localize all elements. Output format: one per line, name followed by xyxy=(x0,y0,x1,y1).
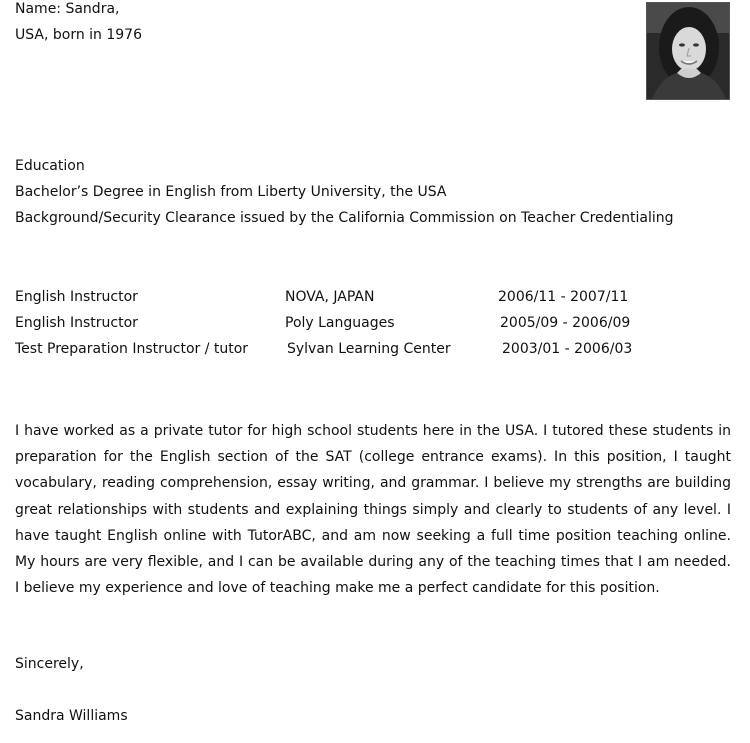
education-item: Background/Security Clearance issued by the California Commission on Teacher Credentialing xyxy=(15,210,674,226)
job-organization: Poly Languages xyxy=(285,315,395,331)
job-organization: NOVA, JAPAN xyxy=(285,289,375,305)
closing-salutation: Sincerely, xyxy=(15,656,84,672)
signature-name: Sandra Williams xyxy=(15,708,128,724)
job-title: English Instructor xyxy=(15,289,138,305)
name-line: Name: Sandra, xyxy=(15,1,120,17)
education-heading: Education xyxy=(15,158,85,174)
cover-letter-paragraph: I have worked as a private tutor for high school students here in the USA. I tutored these students in preparation for the English section of the SAT (college entrance exams). In this position, I taught vocabulary, reading comprehension, essay writing, and grammar. I believe my strengths are building great relationships with students and explaining things simply and clearly to students of any level. I have taught English online with TutorABC, and am now seeking a full time position teaching online. My hours are very flexible, and I can be available during any of the teaching times that I am needed. I believe my experience and love of teaching make me a perfect candidate for this position. xyxy=(15,423,731,597)
education-item: Bachelor’s Degree in English from Liberty University, the USA xyxy=(15,184,447,200)
origin-line: USA, born in 1976 xyxy=(15,27,142,43)
job-organization: Sylvan Learning Center xyxy=(287,341,451,357)
job-dates: 2003/01 - 2006/03 xyxy=(502,341,633,357)
portrait-photo xyxy=(646,2,730,100)
job-title: Test Preparation Instructor / tutor xyxy=(15,341,249,357)
job-dates: 2005/09 - 2006/09 xyxy=(500,315,631,331)
job-dates: 2006/11 - 2007/11 xyxy=(498,289,629,305)
job-title: English Instructor xyxy=(15,315,138,331)
